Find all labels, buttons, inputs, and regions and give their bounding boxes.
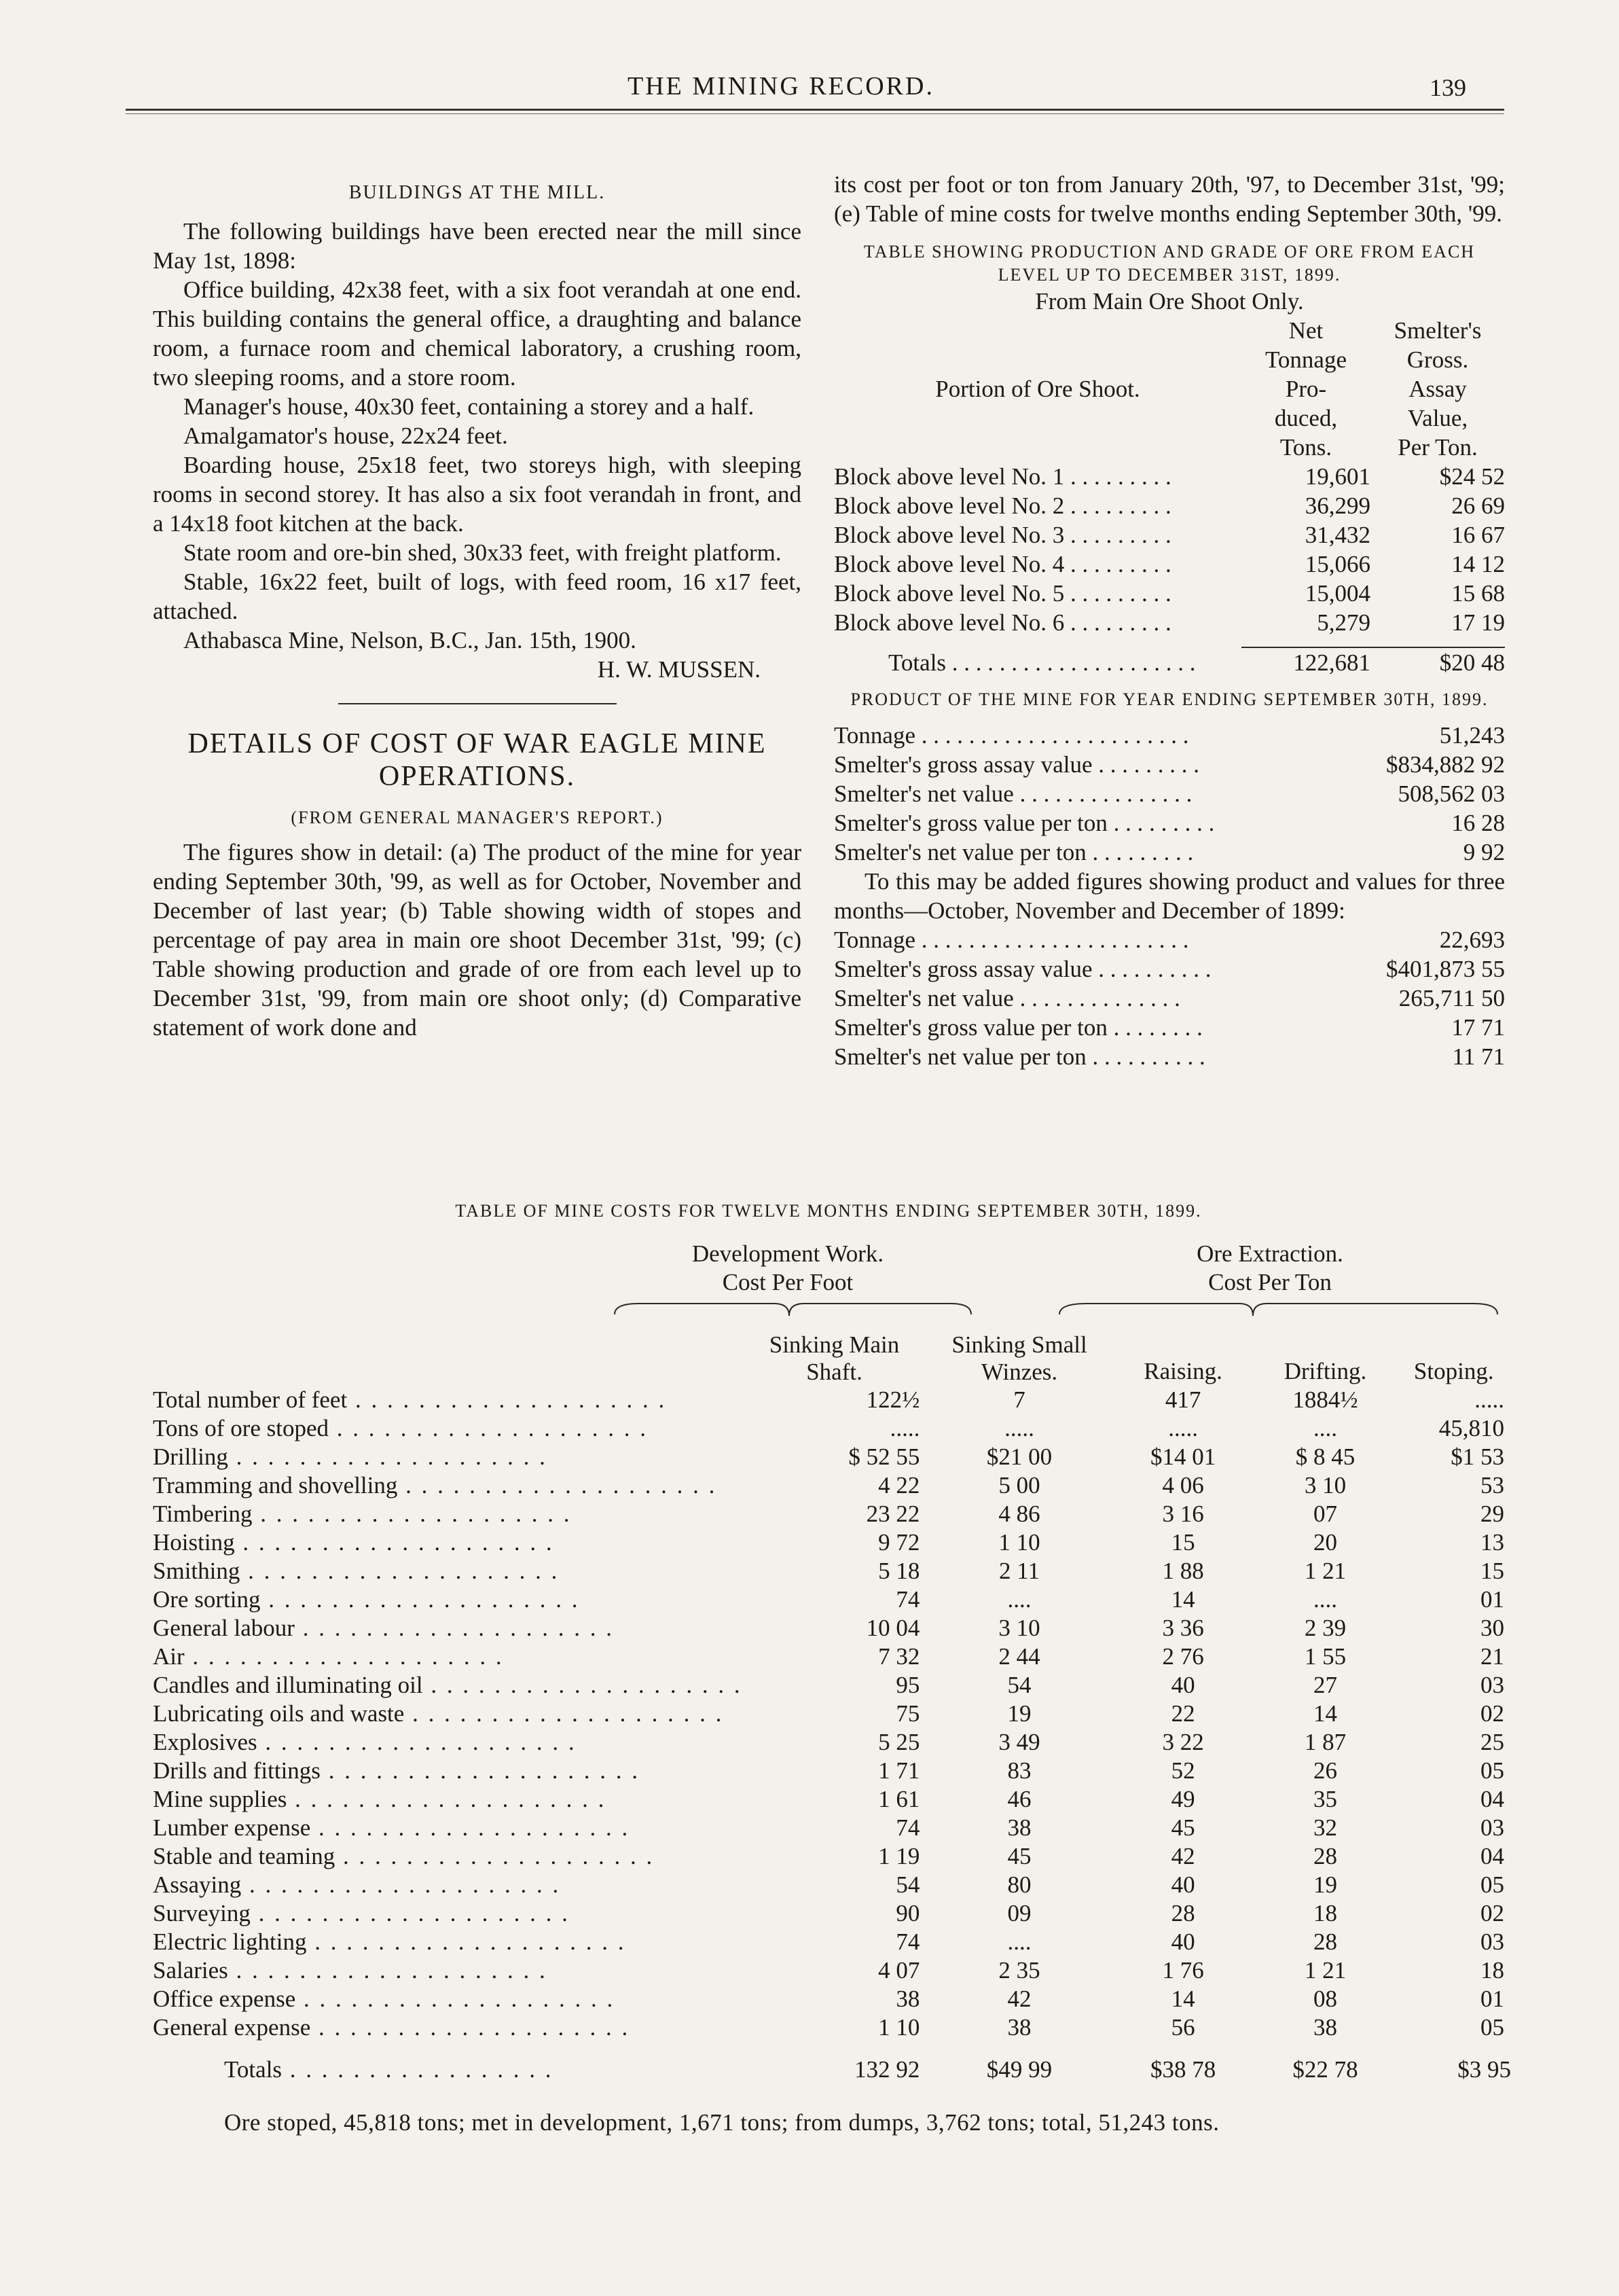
row-value: 16 67 [1451, 522, 1505, 548]
cost-cell: 05 [1480, 1757, 1504, 1784]
row-value: 51,243 [1439, 722, 1505, 749]
table-row [834, 954, 1505, 984]
cost-cell: 35 [1313, 1786, 1337, 1812]
cost-cell: 40 [1171, 1871, 1195, 1898]
table-row [153, 1643, 1511, 1671]
table-row [834, 838, 1505, 867]
product-table-b [834, 925, 1505, 1071]
cost-cell: 01 [1480, 1586, 1504, 1613]
row-label: Tonnage . . . . . . . . . . . . . . . . . . . . . . . [834, 722, 1189, 749]
totals-cell: $49 99 [986, 2056, 1053, 2083]
cost-cell: 5 00 [998, 1472, 1040, 1499]
cost-cell: 03 [1480, 1929, 1504, 1955]
section-separator [338, 703, 617, 704]
cost-cell: 74 [896, 1586, 920, 1613]
row-value: 265,711 50 [1398, 985, 1505, 1011]
row-tons: 31,432 [1305, 522, 1370, 548]
ore-group-heading: Ore Extraction. Cost Per Ton [1197, 1240, 1343, 1295]
table-row [153, 2013, 1511, 2042]
row-label: Block above level No. 4 . . . . . . . . . [834, 551, 1171, 577]
cost-cell: 1 55 [1304, 1643, 1347, 1670]
cost-cell: 3 22 [1162, 1729, 1204, 1755]
row-label: Salaries . . . . . . . . . . . . . . . . . . . . [153, 1957, 547, 1984]
mine-costs-body [153, 1386, 1511, 2084]
cost-cell: 4 06 [1162, 1472, 1204, 1499]
cost-cell: 80 [1007, 1871, 1032, 1898]
table-row [153, 1386, 1511, 1414]
cost-cell: 45 [1007, 1843, 1032, 1869]
cost-cell: 27 [1313, 1672, 1337, 1698]
cost-cell: 01 [1480, 1986, 1504, 2012]
cost-cell: 90 [896, 1900, 920, 1926]
row-label: Smelter's gross value per ton . . . . . . . . . [834, 810, 1215, 836]
row-label: Smelter's net value . . . . . . . . . . . . . . [834, 985, 1180, 1011]
column-header-row [153, 1331, 1511, 1386]
production-table-subtitle: From Main Ore Shoot Only. [1035, 288, 1304, 315]
totals-label: Totals . . . . . . . . . . . . . . . . . [224, 2056, 553, 2083]
col-head-raising: Raising. [1144, 1358, 1222, 1384]
header-portion: Portion of Ore Shoot. [935, 376, 1140, 402]
totals-label: Totals . . . . . . . . . . . . . . . . . . . . . [888, 649, 1196, 676]
totals-cell: $3 95 [1457, 2056, 1511, 2083]
cost-cell: 3 10 [998, 1615, 1040, 1641]
table-row [834, 608, 1505, 637]
table-row [834, 579, 1505, 608]
cost-cell: 74 [896, 1929, 920, 1955]
article-intro: The figures show in detail: (a) The product of the mine for year ending September 30th, '99, as well as for October, November and December of last year; (b) Table showing width of stopes and percentage of pay area in main ore shoot December 31st, '99; (c) Table showing production and grade of ore from each level up to December 31st, '99, from main ore shoot only; (d) Comparative statement of work done and [153, 839, 801, 1041]
cost-cell: 2 11 [999, 1558, 1040, 1584]
cost-cell: 13 [1480, 1529, 1504, 1556]
cost-cell: 20 [1313, 1529, 1337, 1556]
cost-cell: 1 76 [1162, 1957, 1204, 1984]
cost-cell: 38 [1313, 2014, 1337, 2041]
row-label: Tramming and shovelling . . . . . . . . . . . . . . . . . . . . [153, 1472, 717, 1499]
cost-cell: 1 71 [878, 1757, 920, 1784]
cost-cell: 03 [1480, 1672, 1504, 1698]
row-label: Smelter's gross value per ton . . . . . . . . [834, 1014, 1203, 1041]
cost-cell: 4 07 [878, 1957, 920, 1984]
row-value: 22,693 [1439, 927, 1505, 953]
cost-cell: 23 22 [866, 1501, 920, 1527]
cost-cell: 14 [1171, 1586, 1195, 1613]
right-column [834, 170, 1505, 1071]
totals-value: $20 48 [1439, 649, 1505, 676]
cost-cell: ..... [890, 1415, 920, 1441]
row-label: Block above level No. 3 . . . . . . . . . [834, 522, 1171, 548]
cost-cell: 4 22 [878, 1472, 920, 1499]
col-head-stoping: Stoping. [1413, 1358, 1494, 1384]
table-row [153, 1414, 1511, 1443]
col-head-sinking-main: Sinking Main Shaft. [769, 1331, 900, 1385]
row-label: Smelter's net value . . . . . . . . . . . . . . . [834, 781, 1193, 807]
row-value: 17 71 [1451, 1014, 1505, 1041]
table-row [834, 520, 1505, 550]
table-row [834, 491, 1505, 520]
mine-costs-table [153, 1331, 1511, 2084]
cost-cell: 07 [1313, 1501, 1337, 1527]
running-head: THE MINING RECORD. [627, 72, 934, 101]
cost-cell: 09 [1007, 1900, 1032, 1926]
cost-cell: ..... [1168, 1415, 1198, 1441]
row-label: Ore sorting . . . . . . . . . . . . . . . . . . . . [153, 1586, 580, 1613]
table-row [153, 1443, 1511, 1471]
cost-cell: 14 [1313, 1700, 1337, 1727]
row-label: Smelter's gross assay value . . . . . . . . . . [834, 956, 1212, 982]
group-braces [611, 1301, 1508, 1328]
cost-cell: .... [1313, 1415, 1337, 1441]
table-row [834, 462, 1505, 491]
cost-cell: .... [1007, 1586, 1032, 1613]
cost-cell: 49 [1171, 1786, 1195, 1812]
cost-cell: 75 [896, 1700, 920, 1727]
row-value: 17 19 [1451, 609, 1505, 636]
row-value: 14 12 [1451, 551, 1505, 577]
row-value: 16 28 [1451, 810, 1505, 836]
cost-cell: 40 [1171, 1672, 1195, 1698]
table-row [834, 721, 1505, 750]
table-row [834, 1042, 1505, 1071]
cost-cell: 19 [1313, 1871, 1337, 1898]
row-value: 9 92 [1463, 839, 1505, 865]
table-row [153, 1899, 1511, 1928]
cost-cell: 1 21 [1304, 1957, 1347, 1984]
cost-cell: 46 [1007, 1786, 1032, 1812]
cost-cell: 1 10 [998, 1529, 1040, 1556]
table-row [834, 550, 1505, 579]
table-row [153, 1757, 1511, 1785]
cost-cell: ..... [1004, 1415, 1034, 1441]
cost-cell: 22 [1171, 1700, 1195, 1727]
row-label: Lubricating oils and waste . . . . . . . . . . . . . . . . . . . . [153, 1700, 724, 1727]
cost-cell: 02 [1480, 1900, 1504, 1926]
table-row [834, 1013, 1505, 1042]
cost-cell: 28 [1313, 1843, 1337, 1869]
row-label: Stable and teaming . . . . . . . . . . . . . . . . . . . . [153, 1843, 655, 1869]
cost-cell: $14 01 [1150, 1443, 1216, 1470]
cost-cell: 56 [1171, 2014, 1195, 2041]
buildings-paragraph: The following buildings have been erected near the mill since May 1st, 1898: [153, 218, 801, 274]
product-note: To this may be added figures showing product and values for three months—October, November and December of 1899: [834, 868, 1505, 924]
totals-cell: 132 92 [854, 2056, 920, 2083]
row-tons: 15,066 [1305, 551, 1370, 577]
table-row [153, 1928, 1511, 1956]
production-header-row [834, 316, 1505, 462]
cost-cell: 2 35 [998, 1957, 1040, 1984]
cost-cell: 42 [1007, 1986, 1032, 2012]
cost-cell: 53 [1480, 1472, 1504, 1499]
cost-cell: 15 [1171, 1529, 1195, 1556]
table-row [153, 1956, 1511, 1985]
header-rule [126, 109, 1504, 111]
table-row [153, 1700, 1511, 1728]
header-value: Smelter's Gross. Assay Value, Per Ton. [1394, 317, 1482, 461]
row-label: Smithing . . . . . . . . . . . . . . . . . . . . [153, 1558, 560, 1584]
buildings-paragraph: State room and ore-bin shed, 30x33 feet, with freight platform. [183, 539, 782, 566]
page-number: 139 [1430, 74, 1466, 101]
row-label: Hoisting . . . . . . . . . . . . . . . . . . . . [153, 1529, 554, 1556]
cost-cell: 29 [1480, 1501, 1504, 1527]
production-table-title: TABLE SHOWING PRODUCTION AND GRADE OF ORE FROM EACH LEVEL UP TO DECEMBER 31ST, 1899. [863, 242, 1476, 285]
table-row [153, 1528, 1511, 1557]
row-label: Drills and fittings . . . . . . . . . . . . . . . . . . . . [153, 1757, 640, 1784]
cost-cell: 32 [1313, 1814, 1337, 1841]
table-row [153, 1671, 1511, 1700]
row-value: $401,873 55 [1386, 956, 1505, 982]
article-source: (FROM GENERAL MANAGER'S REPORT.) [291, 808, 663, 827]
row-value: 11 71 [1452, 1043, 1505, 1070]
cost-cell: 1 87 [1304, 1729, 1347, 1755]
row-tons: 15,004 [1305, 580, 1370, 607]
cost-cell: 05 [1480, 1871, 1504, 1898]
row-label: Total number of feet . . . . . . . . . . . . . . . . . . . . [153, 1386, 667, 1413]
cost-cell: 1 88 [1162, 1558, 1204, 1584]
row-value: $24 52 [1439, 463, 1505, 490]
cost-cell: 4 86 [998, 1501, 1040, 1527]
table-row [834, 925, 1505, 954]
cost-cell: 04 [1480, 1786, 1504, 1812]
cost-cell: 5 25 [878, 1729, 920, 1755]
table-row [153, 1814, 1511, 1842]
dateline: Athabasca Mine, Nelson, B.C., Jan. 15th, 1900. [183, 627, 636, 653]
table-row [834, 750, 1505, 779]
row-label: Drilling . . . . . . . . . . . . . . . . . . . . [153, 1443, 547, 1470]
cost-cell: .... [1313, 1586, 1337, 1613]
cost-cell: 38 [1007, 2014, 1032, 2041]
product-table-a [834, 721, 1505, 867]
row-label: Surveying . . . . . . . . . . . . . . . . . . . . [153, 1900, 570, 1926]
row-value: 26 69 [1451, 492, 1505, 519]
left-column [153, 178, 801, 1042]
table-row [153, 1785, 1511, 1814]
cost-cell: 38 [896, 1986, 920, 2012]
row-label: Air . . . . . . . . . . . . . . . . . . . . [153, 1643, 504, 1670]
row-label: Tonnage . . . . . . . . . . . . . . . . . . . . . . . [834, 927, 1189, 953]
row-value: 15 68 [1451, 580, 1505, 607]
cost-cell: .... [1007, 1929, 1032, 1955]
row-label: Assaying . . . . . . . . . . . . . . . . . . . . [153, 1871, 561, 1898]
cost-cell: 54 [1007, 1672, 1032, 1698]
cost-cell: 40 [1171, 1929, 1195, 1955]
totals-row [834, 647, 1505, 677]
cost-cell: 1 61 [878, 1786, 920, 1812]
col-head-drifting: Drifting. [1284, 1358, 1367, 1384]
cost-cell: 04 [1480, 1843, 1504, 1869]
cost-cell: 3 10 [1304, 1472, 1347, 1499]
cost-cell: 28 [1171, 1900, 1195, 1926]
cost-cell: 10 04 [866, 1615, 920, 1641]
production-table [834, 316, 1505, 677]
row-label: General labour . . . . . . . . . . . . . . . . . . . . [153, 1615, 614, 1641]
intro-continued: its cost per foot or ton from January 20th, '97, to December 31st, '99; (e) Table of mine costs for twelve months ending September 30th, '99. [834, 171, 1505, 227]
cost-cell: 3 36 [1162, 1615, 1204, 1641]
row-label: Smelter's gross assay value . . . . . . . . . [834, 751, 1200, 778]
row-tons: 5,279 [1317, 609, 1370, 636]
mine-costs-footnote: Ore stoped, 45,818 tons; met in development, 1,671 tons; from dumps, 3,762 tons; total, 51,243 tons. [224, 2109, 1220, 2136]
cost-cell: 03 [1480, 1814, 1504, 1841]
row-label: Candles and illuminating oil . . . . . . . . . . . . . . . . . . . . [153, 1672, 742, 1698]
row-tons: 19,601 [1305, 463, 1370, 490]
row-value: 508,562 03 [1398, 781, 1505, 807]
row-value: $834,882 92 [1386, 751, 1505, 778]
buildings-paragraph: Manager's house, 40x30 feet, containing a storey and a half. [183, 393, 754, 420]
row-label: General expense . . . . . . . . . . . . . . . . . . . . [153, 2014, 630, 2041]
cost-cell: 52 [1171, 1757, 1195, 1784]
cost-cell: 42 [1171, 1843, 1195, 1869]
row-label: Explosives . . . . . . . . . . . . . . . . . . . . [153, 1729, 577, 1755]
buildings-paragraph: Amalgamator's house, 22x24 feet. [183, 423, 508, 449]
table-row [834, 984, 1505, 1013]
table-row [153, 1985, 1511, 2013]
cost-cell: 21 [1480, 1643, 1504, 1670]
row-label: Electric lighting . . . . . . . . . . . . . . . . . . . . [153, 1929, 626, 1955]
cost-cell: 26 [1313, 1757, 1337, 1784]
header-tonnage: Net Tonnage Pro- duced, Tons. [1265, 317, 1347, 461]
cost-cell: ..... [1474, 1386, 1504, 1413]
row-label: Tons of ore stoped . . . . . . . . . . . . . . . . . . . . [153, 1415, 649, 1441]
cost-cell: 08 [1313, 1986, 1337, 2012]
cost-cell: 122½ [866, 1386, 920, 1413]
cost-cell: 9 72 [878, 1529, 920, 1556]
product-heading: PRODUCT OF THE MINE FOR YEAR ENDING SEPTEMBER 30TH, 1899. [850, 689, 1489, 709]
table-row [153, 1471, 1511, 1500]
buildings-paragraph: Stable, 16x22 feet, built of logs, with feed room, 16 x17 feet, attached. [153, 569, 801, 624]
table-row [153, 1557, 1511, 1585]
buildings-paragraph: Office building, 42x38 feet, with a six foot verandah at one end. This building contains the general office, a draughting and balance room, a furnace room and chemical laboratory, a crushing room, two sleeping rooms, and a store room. [153, 276, 801, 391]
header-rule-thin [126, 113, 1504, 114]
table-row [834, 808, 1505, 838]
table-row [834, 779, 1505, 808]
cost-cell: 7 32 [878, 1643, 920, 1670]
signature: H. W. MUSSEN. [597, 656, 761, 683]
cost-cell: 2 44 [998, 1643, 1040, 1670]
row-label: Block above level No. 6 . . . . . . . . . [834, 609, 1171, 636]
row-label: Mine supplies . . . . . . . . . . . . . . . . . . . . [153, 1786, 606, 1812]
cost-cell: 3 49 [998, 1729, 1040, 1755]
cost-cell: 1 19 [878, 1843, 920, 1869]
cost-cell: $ 52 55 [848, 1443, 920, 1470]
cost-cell: 45 [1171, 1814, 1195, 1841]
cost-cell: 5 18 [878, 1558, 920, 1584]
cost-cell: $1 53 [1451, 1443, 1504, 1470]
row-label: Block above level No. 1 . . . . . . . . . [834, 463, 1171, 490]
table-row [153, 1614, 1511, 1643]
cost-cell: $21 00 [986, 1443, 1053, 1470]
col-head-sinking-small: Sinking Small Winzes. [951, 1331, 1087, 1385]
cost-cell: 30 [1480, 1615, 1504, 1641]
row-label: Block above level No. 5 . . . . . . . . . [834, 580, 1171, 607]
row-label: Lumber expense . . . . . . . . . . . . . . . . . . . . [153, 1814, 630, 1841]
buildings-paragraph: Boarding house, 25x18 feet, two storeys high, with sleeping rooms in second storey. It has also a six foot verandah in front, and a 14x18 foot kitchen at the back. [153, 452, 801, 537]
article-title: DETAILS OF COST OF WAR EAGLE MINE OPERATIONS. [187, 728, 767, 792]
cost-cell: 28 [1313, 1929, 1337, 1955]
totals-cell: $22 78 [1292, 2056, 1358, 2083]
cost-cell: 7 [1013, 1386, 1025, 1413]
cost-cell: 1884½ [1292, 1386, 1358, 1413]
cost-cell: 19 [1007, 1700, 1032, 1727]
cost-cell: 45,810 [1438, 1415, 1504, 1441]
cost-cell: 02 [1480, 1700, 1504, 1727]
cost-cell: 18 [1480, 1957, 1504, 1984]
cost-cell: 54 [896, 1871, 920, 1898]
cost-cell: 15 [1480, 1558, 1504, 1584]
cost-cell: $ 8 45 [1295, 1443, 1356, 1470]
cost-cell: 1 10 [878, 2014, 920, 2041]
table-row [153, 1871, 1511, 1899]
row-label: Smelter's net value per ton . . . . . . . . . [834, 839, 1194, 865]
cost-cell: 2 39 [1304, 1615, 1347, 1641]
mine-costs-title: TABLE OF MINE COSTS FOR TWELVE MONTHS ENDING SEPTEMBER 30TH, 1899. [455, 1201, 1202, 1221]
table-row [153, 1585, 1511, 1614]
row-label: Block above level No. 2 . . . . . . . . . [834, 492, 1171, 519]
dev-group-heading: Development Work. Cost Per Foot [691, 1240, 884, 1295]
cost-cell: 3 16 [1162, 1501, 1204, 1527]
totals-cell: $38 78 [1150, 2056, 1216, 2083]
row-tons: 36,299 [1305, 492, 1370, 519]
cost-cell: 38 [1007, 1814, 1032, 1841]
totals-tons: 122,681 [1293, 649, 1370, 676]
cost-cell: 2 76 [1162, 1643, 1204, 1670]
row-label: Timbering . . . . . . . . . . . . . . . . . . . . [153, 1501, 572, 1527]
cost-cell: 18 [1313, 1900, 1337, 1926]
cost-cell: 83 [1007, 1757, 1032, 1784]
cost-cell: 417 [1165, 1386, 1201, 1413]
cost-cell: 25 [1480, 1729, 1504, 1755]
cost-cell: 74 [896, 1814, 920, 1841]
totals-row [153, 2042, 1511, 2084]
row-label: Office expense . . . . . . . . . . . . . . . . . . . . [153, 1986, 615, 2012]
table-row [153, 1842, 1511, 1871]
cost-cell: 95 [896, 1672, 920, 1698]
cost-cell: 14 [1171, 1986, 1195, 2012]
cost-cell: 1 21 [1304, 1558, 1347, 1584]
table-row [153, 1500, 1511, 1528]
table-row [153, 1728, 1511, 1757]
buildings-heading: BUILDINGS AT THE MILL. [348, 182, 606, 203]
row-label: Smelter's net value per ton . . . . . . . . . . [834, 1043, 1205, 1070]
cost-cell: 05 [1480, 2014, 1504, 2041]
